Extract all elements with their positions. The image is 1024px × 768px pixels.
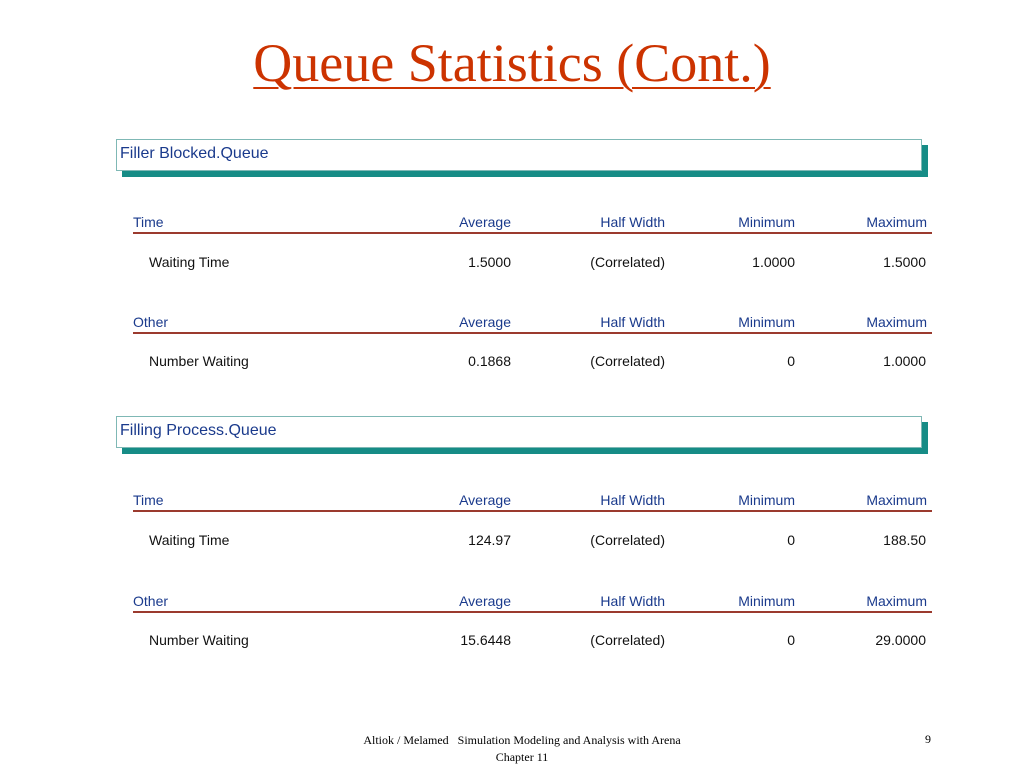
section-label: Time bbox=[133, 214, 164, 230]
average-value: 1.5000 bbox=[468, 254, 511, 270]
average-value: 15.6448 bbox=[460, 632, 511, 648]
minimum-value: 0 bbox=[787, 532, 795, 548]
page-number: 9 bbox=[925, 732, 931, 746]
queue-name: Filling Process.Queue bbox=[120, 422, 277, 439]
minimum-header: Minimum bbox=[738, 314, 795, 330]
minimum-header: Minimum bbox=[738, 593, 795, 609]
average-header: Average bbox=[459, 314, 511, 330]
minimum-value: 0 bbox=[787, 632, 795, 648]
average-header: Average bbox=[459, 593, 511, 609]
average-header: Average bbox=[459, 492, 511, 508]
queue-name: Filler Blocked.Queue bbox=[120, 145, 269, 162]
half-width-value: (Correlated) bbox=[590, 632, 665, 648]
half-width-header: Half Width bbox=[600, 593, 665, 609]
minimum-header: Minimum bbox=[738, 214, 795, 230]
section-label: Time bbox=[133, 492, 164, 508]
queue-header-box bbox=[116, 139, 922, 171]
other-section-header bbox=[133, 593, 932, 613]
minimum-value: 0 bbox=[787, 353, 795, 369]
queue-header-box bbox=[116, 416, 922, 448]
maximum-header: Maximum bbox=[866, 492, 927, 508]
other-section-header bbox=[133, 314, 932, 334]
maximum-header: Maximum bbox=[866, 214, 927, 230]
time-section-header bbox=[133, 492, 932, 512]
minimum-header: Minimum bbox=[738, 492, 795, 508]
maximum-value: 29.0000 bbox=[875, 632, 926, 648]
average-value: 0.1868 bbox=[468, 353, 511, 369]
table-row bbox=[133, 254, 932, 274]
half-width-value: (Correlated) bbox=[590, 353, 665, 369]
half-width-value: (Correlated) bbox=[590, 532, 665, 548]
row-label: Waiting Time bbox=[149, 532, 230, 548]
maximum-value: 1.5000 bbox=[883, 254, 926, 270]
row-label: Waiting Time bbox=[149, 254, 230, 270]
average-value: 124.97 bbox=[468, 532, 511, 548]
average-header: Average bbox=[459, 214, 511, 230]
row-label: Number Waiting bbox=[149, 632, 249, 648]
section-label: Other bbox=[133, 593, 169, 609]
half-width-value: (Correlated) bbox=[590, 254, 665, 270]
maximum-value: 1.0000 bbox=[883, 353, 926, 369]
table-row bbox=[133, 353, 932, 373]
slide-title: Queue Statistics (Cont.) bbox=[253, 33, 771, 93]
minimum-value: 1.0000 bbox=[752, 254, 795, 270]
half-width-header: Half Width bbox=[600, 214, 665, 230]
table-row bbox=[133, 632, 932, 652]
half-width-header: Half Width bbox=[600, 492, 665, 508]
maximum-value: 188.50 bbox=[883, 532, 926, 548]
section-label: Other bbox=[133, 314, 169, 330]
half-width-header: Half Width bbox=[600, 314, 665, 330]
maximum-header: Maximum bbox=[866, 314, 927, 330]
time-section-header bbox=[133, 214, 932, 234]
row-label: Number Waiting bbox=[149, 353, 249, 369]
footer-chapter: Chapter 11 bbox=[495, 750, 549, 765]
table-row bbox=[133, 532, 932, 552]
slide-footer bbox=[300, 732, 744, 767]
maximum-header: Maximum bbox=[866, 593, 927, 609]
footer-line: Altiok / Melamed Simulation Modeling and Analysis with Arena bbox=[363, 733, 681, 747]
